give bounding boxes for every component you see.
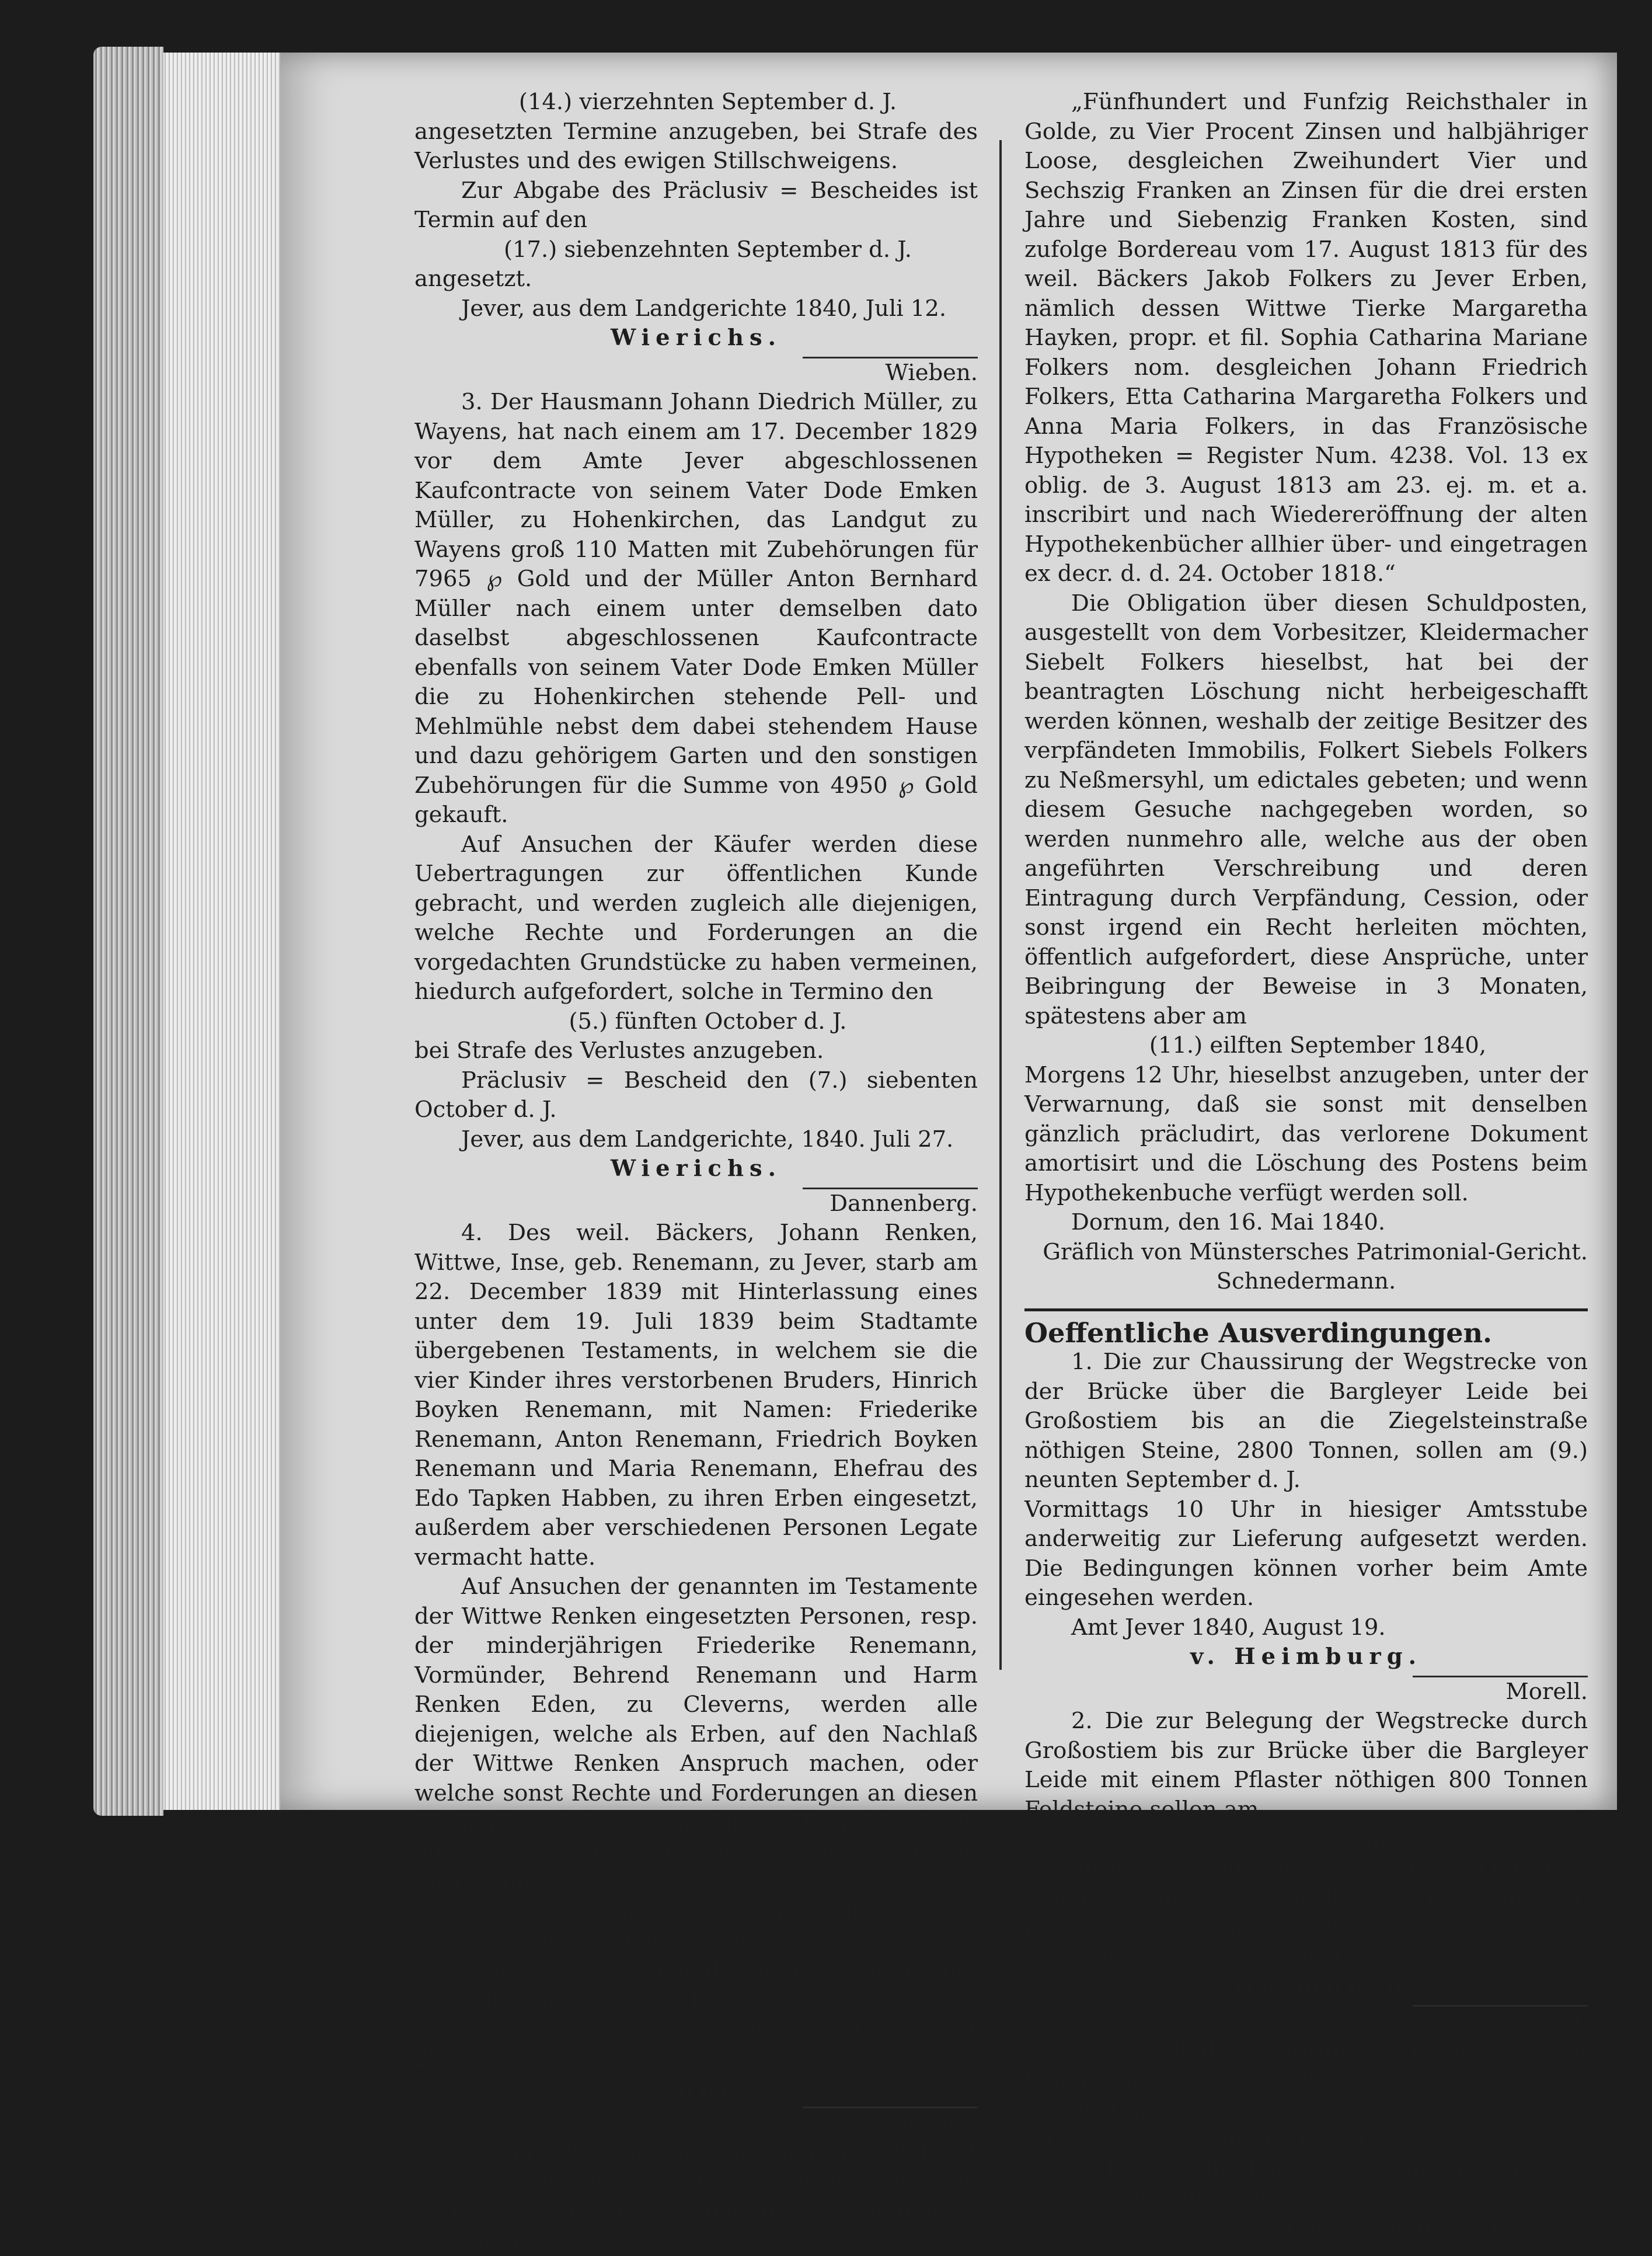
date-line: am (12.) zwölften September d. J., <box>1123 2214 1512 2241</box>
date-line: (11.) eilften September 1840, <box>1149 1032 1487 1059</box>
list-item: 3) 12 Stück Fußmatten, <box>1042 2185 1313 2211</box>
paragraph: Auf Ansuchen der Käufer werden diese Uebertragungen zur öffentlichen Kunde gebracht, und werden zugleich alle diejenigen, welche Rechte und Forderungen an die vorgedachten Grundstücke zu haben vermeinen, hiedurch aufgefordert, solche in Termino den <box>414 831 978 1005</box>
dateline: Jever, aus dem Landgerichte 1840, August 20. <box>414 2015 978 2072</box>
tender-3: 3. Es soll die Lieferung folgender für den Wangeroger Leuchtthurm erforderlichen Gegenstände, als: <box>1024 2037 1588 2123</box>
right-column <box>1024 88 1588 2243</box>
paragraph: Vormittags 10 Uhr, im Amtslocal zur Lieferung gegen den 1. April 1841 öffentlich mindestfordernd aufgesetzt werden. <box>1024 1855 1588 1941</box>
dateline: Amt Jever 1840, August 19. <box>1071 1614 1386 1641</box>
date-line: (14.) vierzehnten September d. J. <box>518 89 897 115</box>
tender-2: 2. Die zur Belegung der Wegstrecke durch Großostiem bis zur Brücke über die Bargleyer Leide mit einem Pflaster nöthigen 800 Tonnen Feldsteine sollen am <box>1024 1708 1588 1823</box>
signature: v. Mezner. <box>862 2109 978 2136</box>
paragraph: angesetzt. <box>414 266 532 292</box>
paragraph: angesetzten Termine anzugeben, bei Strafe des Verlustes und des ewigen Stillschweigens. <box>414 118 978 174</box>
dateline: Jever, aus dem Landgerichte 1840, Juli 12. <box>461 295 947 322</box>
paragraph: Präclusiv = Bescheid den (7.) siebenten October d. J. <box>414 1067 978 1123</box>
signature: v. Heimburg. <box>1190 1644 1423 1670</box>
dateline: Jever, aus dem Landgerichte, 1840. Juli 27. <box>461 1126 954 1153</box>
dateline: Dornum, den 16. Mai 1840. <box>1071 1209 1386 1235</box>
notice-4: 4. Des weil. Bäckers, Johann Renken, Wittwe, Inse, geb. Renemann, zu Jever, starb am 22. December 1839 mit Hinterlassung eines unter dem 19. Juli 1839 beim Stadtamte übergebenen Testaments, in welchem sie die vier Kinder ihres verstorbenen Bruders, Hinrich Boyken Renemann, mit Namen: Friederike Renemann, Anton Renemann, Friedrich Boyken Renemann und Maria Renemann, Ehefrau des Edo Tapken Habben, zu ihren Erben eingesetzt, außerdem aber verschiedenen Personen Legate vermacht hatte. <box>414 1220 978 1571</box>
paragraph: Die Obligation über diesen Schuldposten, ausgestellt von dem Vorbesitzer, Kleidermacher Siebelt Folkers hieselbst, hat bei der beantragten Löschung nicht herbeigeschafft werden können, weshalb der zeitige Besitzer des verpfändeten Immobilis, Folkert Siebels Folkers zu Neßmersyhl, um edictales gebeten; und wenn diesem Gesuche nachgegeben worden, so werden nunmehro alle, welche aus der oben angeführten Verschreibung und deren Eintragung durch Verpfändung, Cession, oder sonst irgend ein Recht herleiten möchten, öffentlich aufgefordert, diese Ansprüche, unter Beibringung der Beweise in 3 Monaten, spätestens aber am <box>1024 590 1588 1029</box>
column-divider <box>999 140 1002 1670</box>
signature: v. Heimburg. <box>1190 1973 1423 2000</box>
date-line: (9.) neunten September d. J., <box>1153 1826 1483 1852</box>
signature: Morell. <box>1505 1678 1588 1705</box>
paragraph: Zur Abgabe des Präclusiv = Bescheides ist Termin auf den <box>414 177 978 233</box>
list-item: 1) 3000 ℔ gereinigtes Rüböl, <box>1042 2126 1372 2152</box>
date-line: (26.) sechs und zwanzigsten October d. J., <box>468 1898 947 1924</box>
paragraph: Auf Ansuchen der genannten im Testamente der Wittwe Renken eingesetzten Personen, resp. der minderjährigen Friederike Renemann, Vormünder, Behrend Renemann und Harm Renken Eden, zu Cleverns, werden alle diejenigen, welche als Erben, auf den Nachlaß der Wittwe Renken Anspruch machen, oder welche sonst Rechte und Forderungen an diesen Nachlaß zu haben vermeinen sollten, hierdurch aufgefordert, diese ihre Rechte und Ansprüche im Termine vom <box>414 1573 978 1895</box>
signature: Wierichs. <box>610 325 782 351</box>
signature: Wieben. <box>885 359 978 386</box>
signature: Dannenberg. <box>830 1190 978 1217</box>
date-line: (5.) fünften October d. J. <box>569 1008 847 1035</box>
paragraph: bei Strafe des Verlustes, anzugeben. <box>414 1927 831 1954</box>
page-edge <box>163 53 283 1810</box>
signature: Wierichs. <box>610 1155 782 1182</box>
paragraph: Morgens 12 Uhr, hieselbst anzugeben, unter der Verwarnung, daß sie sonst mit denselben gänzlich präcludirt, das verlorene Dokument amortisirt und die Löschung des Postens beim Hypothekenbuche verfügt werden soll. <box>1024 1061 1588 1206</box>
signature: Morell. <box>1505 2008 1588 2034</box>
paragraph: bei Strafe des Verlustes anzugeben. <box>414 1038 824 1064</box>
tender-1: 1. Die zur Chaussirung der Wegstrecke von der Brücke über die Bargleyer Leide bei Großostiem bis an die Ziegelsteinstraße nöthigen Steine, 2800 Tonnen, sollen am (9.) neunten September d. J. <box>1024 1349 1588 1493</box>
list-item: 2) 50 ℔ alte feine Leinewand, zum Putzen, <box>1042 2155 1526 2182</box>
section-heading: Oeffentliche Ausverdingungen. <box>1024 1317 1493 1349</box>
paragraph: Vormittags 10 Uhr in hiesiger Amtsstube anderweitig zur Lieferung aufgesetzt werden. Die Bedingungen können vorher beim Amte eingesehen werden. <box>1024 1496 1588 1611</box>
book-spine <box>93 47 163 1816</box>
signature: Schnedermann. <box>1216 1268 1396 1294</box>
dateline: Amt Jever 1840, August 21. <box>1071 1944 1386 1970</box>
paragraph: Präclusiv = Bescheid den (29.) neun und zwanzigsten October d. J. <box>414 1956 978 2013</box>
notice-5: 5. Im Hypothekenbuche der Herrlichkeit Dornum von Häusern auf dem platten Lande Vol. II. pag. 382 Num. 12a. befindet sich folgender Posten intabulirt: <box>414 2139 978 2254</box>
quoted-entry: „Fünfhundert und Funfzig Reichsthaler in Golde, zu Vier Procent Zinsen und halbjähriger Loose, desgleichen Zweihundert Vier und Sechszig Franken an Zinsen für die drei ersten Jahre und Siebenzig Franken Kosten, sind zufolge Bordereau vom 17. August 1813 für des weil. Bäckers Jakob Folkers zu Jever Erben, nämlich dessen Wittwe Tierke Margaretha Hayken, propr. et fil. Sophia Catharina Mariane Folkers nom. desgleichen Johann Friedrich Folkers, Etta Catharina Margaretha Folkers und Anna Maria Folkers, in das Französische Hypotheken = Register Num. 4238. Vol. 13 ex oblig. de 3. August 1813 am 23. ej. m. et a. inscribirt und nach Wiedereröffnung der alten Hypothekenbücher allhier über- und eingetragen ex decr. d. d. 24. October 1818.“ <box>1024 89 1588 587</box>
section-rule <box>1024 1308 1588 1311</box>
left-column <box>414 88 978 2256</box>
signature: Tenge. <box>637 2074 755 2101</box>
date-line: (17.) siebenzehnten September d. J. <box>504 236 912 263</box>
court-name: Gräflich von Münstersches Patrimonial-Gericht. <box>1043 1238 1588 1265</box>
notice-3: 3. Der Hausmann Johann Diedrich Müller, zu Wayens, hat nach einem am 17. December 1829 vor dem Amte Jever abgeschlossenen Kaufcontracte von seinem Vater Dode Emken Müller, zu Hohenkirchen, das Landgut zu Wayens groß 110 Matten mit Zubehörungen für 7965 ℘ Gold und der Müller Anton Bernhard Müller nach einem unter demselben dato daselbst abgeschlossenen Kaufcontracte ebenfalls von seinem Vater Dode Emken Müller die zu Hohenkirchen stehende Pell- und Mehlmühle nebst dem dabei stehendem Hause und dazu gehörigem Garten und den sonstigen Zubehörungen für die Summe von 4950 ℘ Gold gekauft. <box>414 389 978 828</box>
